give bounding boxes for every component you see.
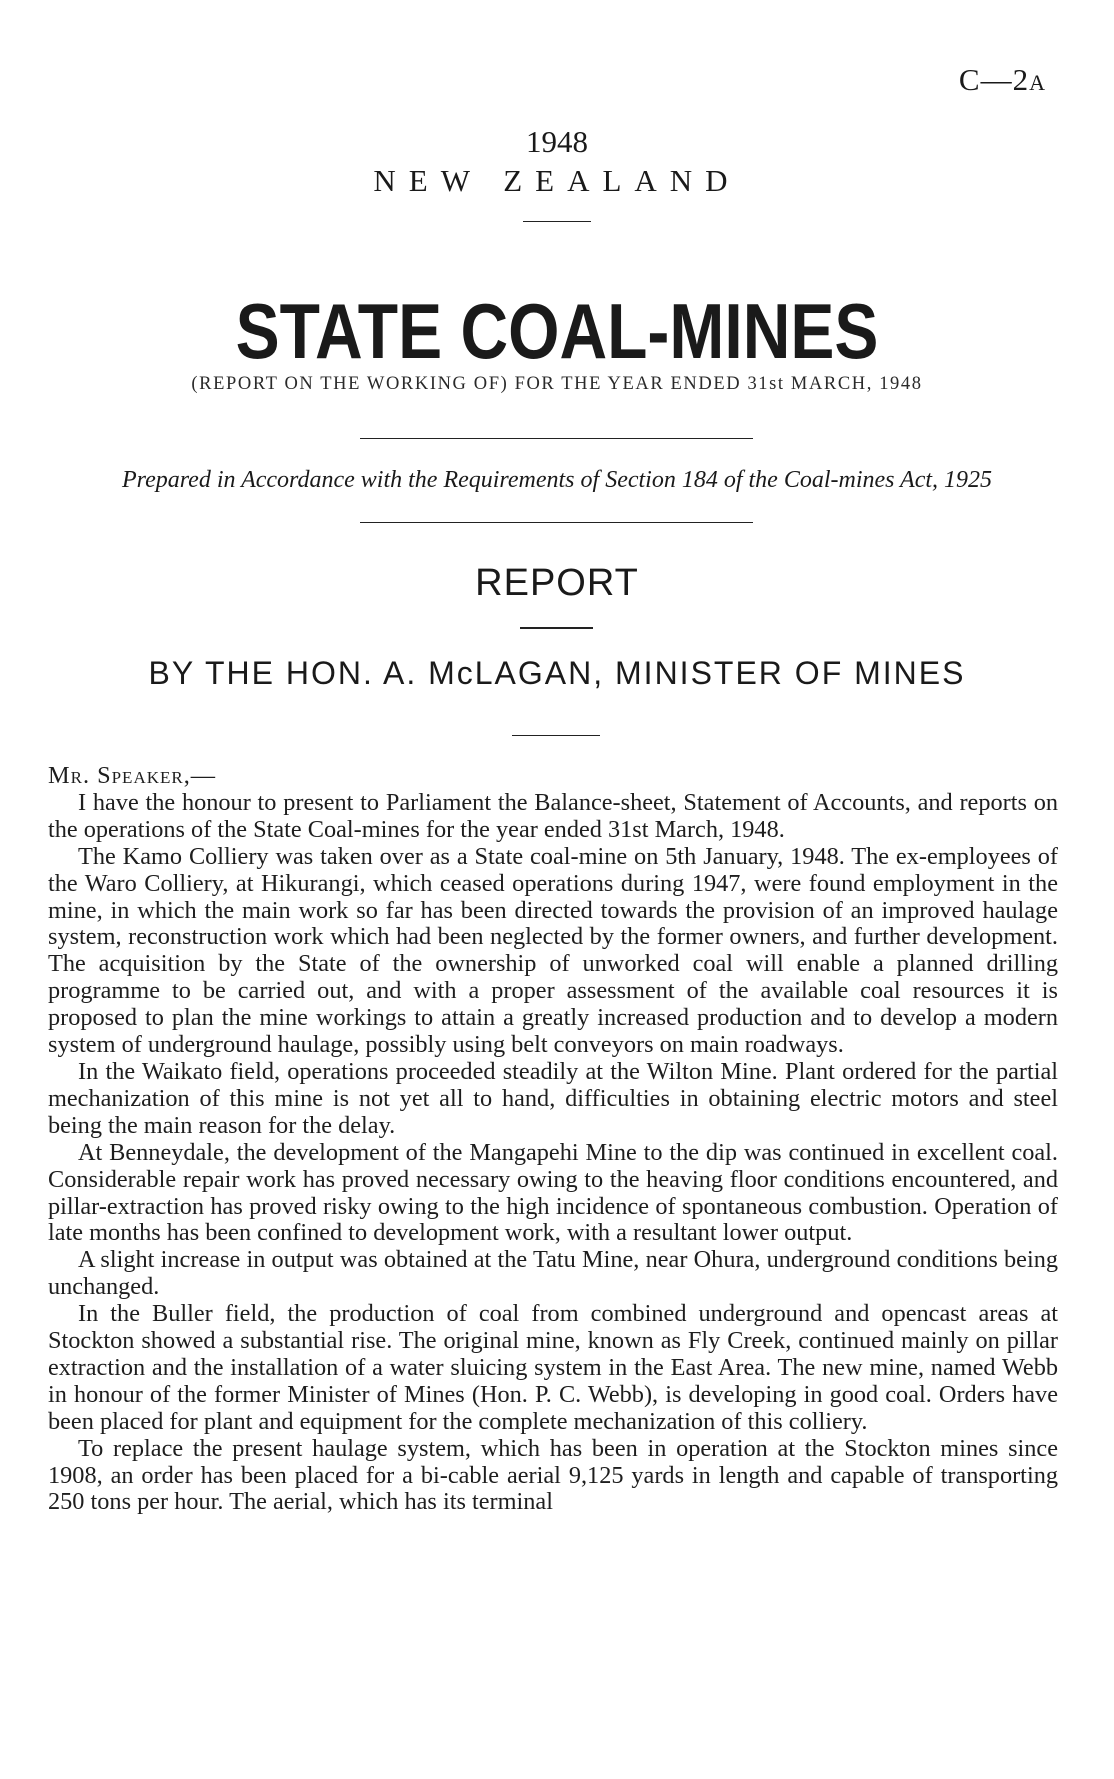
paragraph-introduction: I have the honour to present to Parliament the Balance-sheet, Statement of Accounts, and reports on the operations of the State Coal-mines for the year ended 31st March, 1948. bbox=[48, 788, 1058, 843]
paragraph-kamo-colliery: The Kamo Colliery was taken over as a State coal-mine on 5th January, 1948. The ex-employees of the Waro Colliery, at Hikurangi, which ceased operations during 1947, were found employment in the mine, in which the main work so far has been directed towards the provision of an improved haulage system, reconstruction work which had been neglected by the former owners, and further development. The acquisition by the State of the ownership of unworked coal will enable a planned drilling programme to be carried out, and with a proper assessment of the available coal resources it is proposed to plan the mine workings to attain a greatly increased production and to develop a modern system of underground haulage, possibly using belt conveyors on main roadways. bbox=[48, 842, 1058, 1059]
minister-byline: BY THE HON. A. McLAGAN, MINISTER OF MINES bbox=[148, 655, 966, 691]
country-name: NEW ZEALAND bbox=[373, 163, 741, 198]
divider-long-upper bbox=[360, 438, 753, 439]
divider-report bbox=[520, 627, 593, 629]
reference-code-suffix: A bbox=[1029, 70, 1046, 95]
paragraph-haulage-system: To replace the present haulage system, which has been in operation at the Stockton mines since 1908, an order has been placed for a bi-cable aerial 9,125 yards in length and capable of transporting 250 tons per hour. The aerial, which has its terminal bbox=[48, 1434, 1058, 1516]
report-heading: REPORT bbox=[475, 562, 639, 604]
main-title: STATE COAL-MINES bbox=[235, 287, 879, 375]
divider-long-lower bbox=[360, 522, 753, 523]
divider-short-top bbox=[523, 221, 591, 222]
report-year: 1948 bbox=[526, 124, 588, 159]
prepared-statement: Prepared in Accordance with the Requirements of Section 184 of the Coal-mines Act, 1925 bbox=[121, 467, 993, 493]
document-reference-code bbox=[959, 62, 1046, 98]
salutation: Mr. Speaker,— bbox=[48, 762, 217, 789]
paragraph-tatu-mine: A slight increase in output was obtained at the Tatu Mine, near Ohura, underground conditions being unchanged. bbox=[48, 1246, 1058, 1301]
report-subtitle: (REPORT ON THE WORKING OF) FOR THE YEAR ENDED 31st MARCH, 1948 bbox=[191, 374, 923, 394]
paragraph-benneydale: At Benneydale, the development of the Mangapehi Mine to the dip was continued in excellent coal. Considerable repair work has proved necessary owing to the heaving floor conditions encountered, and pillar-extraction has proved risky owing to the high incidence of spontaneous combustion. Operation of late months has been confined to development work, with a resultant lower output. bbox=[48, 1138, 1058, 1247]
paragraph-waikato-field: In the Waikato field, operations proceeded steadily at the Wilton Mine. Plant ordered for the partial mechanization of this mine is not yet all to hand, difficulties in obtaining electric motors and steel being the main reason for the delay. bbox=[48, 1057, 1058, 1139]
divider-short-bottom bbox=[512, 735, 600, 736]
report-body bbox=[48, 763, 1058, 1516]
paragraph-buller-field: In the Buller field, the production of coal from combined underground and opencast areas at Stockton showed a substantial rise. The original mine, known as Fly Creek, continued mainly on pillar extraction and the installation of a water sluicing system in the East Area. The new mine, named Webb in honour of the former Minister of Mines (Hon. P. C. Webb), is developing in good coal. Orders have been placed for plant and equipment for the complete mechanization of this colliery. bbox=[48, 1300, 1058, 1435]
reference-code-main: C—2 bbox=[958, 62, 1030, 97]
